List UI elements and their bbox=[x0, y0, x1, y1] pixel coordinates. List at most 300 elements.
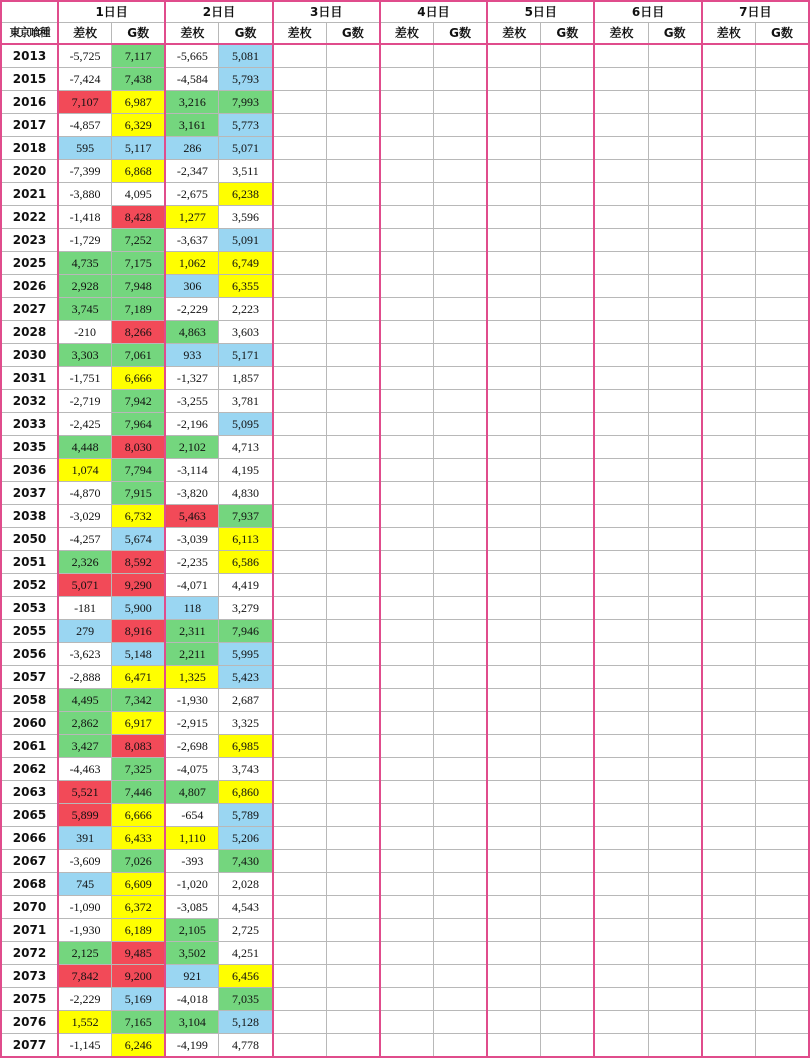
empty-cell bbox=[541, 551, 595, 574]
diff-coins-cell: -3,880 bbox=[58, 183, 112, 206]
game-count-cell: 5,674 bbox=[112, 528, 166, 551]
empty-cell bbox=[273, 390, 327, 413]
empty-cell bbox=[648, 551, 702, 574]
empty-cell bbox=[541, 712, 595, 735]
empty-cell bbox=[433, 68, 487, 91]
empty-cell bbox=[326, 91, 380, 114]
empty-cell bbox=[648, 666, 702, 689]
empty-cell bbox=[380, 229, 434, 252]
empty-cell bbox=[648, 436, 702, 459]
empty-cell bbox=[594, 206, 648, 229]
table-row bbox=[1, 873, 809, 896]
game-count-cell: 7,794 bbox=[112, 459, 166, 482]
diff-coins-cell: 2,928 bbox=[58, 275, 112, 298]
empty-cell bbox=[594, 758, 648, 781]
empty-cell bbox=[273, 758, 327, 781]
empty-cell bbox=[594, 942, 648, 965]
empty-cell bbox=[273, 965, 327, 988]
empty-cell bbox=[594, 482, 648, 505]
empty-cell bbox=[594, 114, 648, 137]
empty-cell bbox=[326, 275, 380, 298]
empty-cell bbox=[648, 1011, 702, 1034]
machine-number: 2053 bbox=[1, 597, 58, 620]
empty-cell bbox=[755, 827, 809, 850]
empty-cell bbox=[594, 1034, 648, 1058]
empty-cell bbox=[648, 735, 702, 758]
empty-cell bbox=[487, 781, 541, 804]
empty-cell bbox=[541, 758, 595, 781]
game-count-cell: 3,743 bbox=[219, 758, 273, 781]
machine-number: 2016 bbox=[1, 91, 58, 114]
empty-cell bbox=[702, 712, 756, 735]
empty-cell bbox=[433, 643, 487, 666]
game-count-cell: 5,148 bbox=[112, 643, 166, 666]
empty-cell bbox=[594, 68, 648, 91]
empty-cell bbox=[433, 459, 487, 482]
machine-number: 2022 bbox=[1, 206, 58, 229]
empty-cell bbox=[380, 988, 434, 1011]
game-count-cell: 4,543 bbox=[219, 896, 273, 919]
empty-cell bbox=[702, 413, 756, 436]
empty-cell bbox=[702, 735, 756, 758]
empty-cell bbox=[326, 942, 380, 965]
diff-coins-cell: -2,915 bbox=[165, 712, 219, 735]
empty-cell bbox=[487, 229, 541, 252]
empty-cell bbox=[433, 597, 487, 620]
empty-cell bbox=[594, 459, 648, 482]
empty-cell bbox=[541, 850, 595, 873]
empty-cell bbox=[648, 321, 702, 344]
empty-cell bbox=[755, 436, 809, 459]
empty-cell bbox=[487, 252, 541, 275]
empty-cell bbox=[541, 1034, 595, 1058]
empty-cell bbox=[702, 114, 756, 137]
diff-coins-cell: 1,552 bbox=[58, 1011, 112, 1034]
empty-cell bbox=[594, 896, 648, 919]
empty-cell bbox=[594, 413, 648, 436]
diff-coins-cell: -3,820 bbox=[165, 482, 219, 505]
machine-number: 2066 bbox=[1, 827, 58, 850]
game-count-header: G数 bbox=[433, 23, 487, 45]
empty-cell bbox=[326, 643, 380, 666]
game-count-cell: 6,666 bbox=[112, 804, 166, 827]
empty-cell bbox=[326, 137, 380, 160]
diff-coins-cell: 1,074 bbox=[58, 459, 112, 482]
game-count-cell: 2,725 bbox=[219, 919, 273, 942]
empty-cell bbox=[594, 781, 648, 804]
empty-cell bbox=[380, 459, 434, 482]
empty-cell bbox=[273, 252, 327, 275]
empty-cell bbox=[755, 275, 809, 298]
empty-cell bbox=[594, 298, 648, 321]
game-count-cell: 7,942 bbox=[112, 390, 166, 413]
empty-cell bbox=[702, 229, 756, 252]
diff-coins-cell: -3,255 bbox=[165, 390, 219, 413]
empty-cell bbox=[326, 321, 380, 344]
empty-cell bbox=[273, 896, 327, 919]
empty-cell bbox=[326, 620, 380, 643]
diff-coins-cell: 7,107 bbox=[58, 91, 112, 114]
empty-cell bbox=[487, 896, 541, 919]
empty-cell bbox=[433, 367, 487, 390]
empty-cell bbox=[326, 459, 380, 482]
empty-cell bbox=[648, 896, 702, 919]
empty-cell bbox=[326, 229, 380, 252]
empty-cell bbox=[380, 413, 434, 436]
table-row bbox=[1, 505, 809, 528]
empty-cell bbox=[487, 367, 541, 390]
machine-number: 2026 bbox=[1, 275, 58, 298]
empty-cell bbox=[702, 482, 756, 505]
empty-cell bbox=[326, 965, 380, 988]
empty-cell bbox=[755, 735, 809, 758]
empty-cell bbox=[433, 896, 487, 919]
empty-cell bbox=[648, 505, 702, 528]
empty-cell bbox=[755, 873, 809, 896]
empty-cell bbox=[273, 666, 327, 689]
diff-coins-cell: -1,418 bbox=[58, 206, 112, 229]
game-count-cell: 5,091 bbox=[219, 229, 273, 252]
empty-cell bbox=[380, 528, 434, 551]
game-count-cell: 7,325 bbox=[112, 758, 166, 781]
diff-coins-cell: 5,463 bbox=[165, 505, 219, 528]
diff-coins-cell: 745 bbox=[58, 873, 112, 896]
empty-cell bbox=[433, 114, 487, 137]
game-count-cell: 3,596 bbox=[219, 206, 273, 229]
empty-cell bbox=[702, 804, 756, 827]
machine-number: 2031 bbox=[1, 367, 58, 390]
empty-cell bbox=[487, 183, 541, 206]
empty-cell bbox=[594, 367, 648, 390]
empty-cell bbox=[594, 643, 648, 666]
diff-coins-cell: 4,735 bbox=[58, 252, 112, 275]
game-count-header: G数 bbox=[541, 23, 595, 45]
game-count-cell: 7,035 bbox=[219, 988, 273, 1011]
game-count-cell: 7,446 bbox=[112, 781, 166, 804]
empty-cell bbox=[755, 482, 809, 505]
empty-cell bbox=[541, 160, 595, 183]
diff-coins-cell: 3,502 bbox=[165, 942, 219, 965]
empty-cell bbox=[702, 390, 756, 413]
empty-cell bbox=[273, 850, 327, 873]
game-count-cell: 2,223 bbox=[219, 298, 273, 321]
empty-cell bbox=[326, 551, 380, 574]
diff-coins-cell: -2,347 bbox=[165, 160, 219, 183]
empty-cell bbox=[702, 942, 756, 965]
empty-cell bbox=[648, 804, 702, 827]
empty-cell bbox=[273, 275, 327, 298]
game-count-cell: 6,246 bbox=[112, 1034, 166, 1058]
empty-cell bbox=[594, 229, 648, 252]
empty-cell bbox=[433, 413, 487, 436]
machine-number: 2021 bbox=[1, 183, 58, 206]
empty-cell bbox=[487, 804, 541, 827]
empty-cell bbox=[702, 988, 756, 1011]
table-header bbox=[1, 1, 809, 44]
empty-cell bbox=[702, 574, 756, 597]
game-count-cell: 9,290 bbox=[112, 574, 166, 597]
day-header-7: 7日目 bbox=[702, 1, 809, 23]
machine-number: 2075 bbox=[1, 988, 58, 1011]
empty-cell bbox=[487, 91, 541, 114]
diff-coins-cell: -3,114 bbox=[165, 459, 219, 482]
day-header-2: 2日目 bbox=[165, 1, 272, 23]
empty-cell bbox=[702, 1011, 756, 1034]
machine-number: 2077 bbox=[1, 1034, 58, 1058]
machine-number: 2015 bbox=[1, 68, 58, 91]
game-count-cell: 6,609 bbox=[112, 873, 166, 896]
table-row bbox=[1, 804, 809, 827]
empty-cell bbox=[755, 321, 809, 344]
empty-cell bbox=[702, 344, 756, 367]
empty-cell bbox=[380, 44, 434, 68]
machine-number: 2038 bbox=[1, 505, 58, 528]
diff-coins-cell: -1,930 bbox=[58, 919, 112, 942]
empty-cell bbox=[326, 1034, 380, 1058]
machine-number: 2060 bbox=[1, 712, 58, 735]
game-count-cell: 6,586 bbox=[219, 551, 273, 574]
empty-cell bbox=[380, 896, 434, 919]
machine-number: 2027 bbox=[1, 298, 58, 321]
diff-coins-cell: 3,745 bbox=[58, 298, 112, 321]
day-header-1: 1日目 bbox=[58, 1, 165, 23]
empty-cell bbox=[433, 1011, 487, 1034]
table-row bbox=[1, 413, 809, 436]
game-count-cell: 8,083 bbox=[112, 735, 166, 758]
empty-cell bbox=[433, 528, 487, 551]
empty-cell bbox=[755, 160, 809, 183]
empty-cell bbox=[487, 344, 541, 367]
empty-cell bbox=[755, 988, 809, 1011]
game-count-cell: 7,026 bbox=[112, 850, 166, 873]
game-count-cell: 6,666 bbox=[112, 367, 166, 390]
empty-cell bbox=[648, 712, 702, 735]
empty-cell bbox=[487, 206, 541, 229]
empty-cell bbox=[541, 896, 595, 919]
empty-cell bbox=[326, 206, 380, 229]
empty-cell bbox=[541, 482, 595, 505]
diff-coins-cell: -4,018 bbox=[165, 988, 219, 1011]
empty-cell bbox=[594, 1011, 648, 1034]
diff-coins-cell: -3,623 bbox=[58, 643, 112, 666]
machine-number: 2036 bbox=[1, 459, 58, 482]
empty-cell bbox=[433, 298, 487, 321]
game-count-cell: 7,915 bbox=[112, 482, 166, 505]
empty-cell bbox=[755, 689, 809, 712]
empty-cell bbox=[702, 436, 756, 459]
empty-cell bbox=[273, 873, 327, 896]
empty-cell bbox=[487, 275, 541, 298]
game-count-cell: 6,860 bbox=[219, 781, 273, 804]
diff-coins-cell: -2,425 bbox=[58, 413, 112, 436]
table-row bbox=[1, 436, 809, 459]
empty-cell bbox=[755, 758, 809, 781]
empty-cell bbox=[326, 413, 380, 436]
machine-number: 2035 bbox=[1, 436, 58, 459]
empty-cell bbox=[541, 459, 595, 482]
machine-number: 2013 bbox=[1, 44, 58, 68]
diff-coins-cell: 921 bbox=[165, 965, 219, 988]
empty-cell bbox=[380, 183, 434, 206]
empty-cell bbox=[433, 574, 487, 597]
machine-number: 2065 bbox=[1, 804, 58, 827]
empty-cell bbox=[702, 873, 756, 896]
diff-coins-cell: 3,303 bbox=[58, 344, 112, 367]
diff-coins-cell: 4,807 bbox=[165, 781, 219, 804]
empty-cell bbox=[273, 459, 327, 482]
game-count-cell: 6,749 bbox=[219, 252, 273, 275]
empty-cell bbox=[487, 689, 541, 712]
empty-cell bbox=[380, 850, 434, 873]
empty-cell bbox=[648, 689, 702, 712]
empty-cell bbox=[594, 574, 648, 597]
empty-cell bbox=[326, 528, 380, 551]
empty-cell bbox=[702, 919, 756, 942]
game-count-cell: 2,028 bbox=[219, 873, 273, 896]
diff-coins-cell: 1,277 bbox=[165, 206, 219, 229]
empty-cell bbox=[380, 114, 434, 137]
empty-cell bbox=[487, 390, 541, 413]
empty-cell bbox=[702, 298, 756, 321]
empty-cell bbox=[326, 390, 380, 413]
empty-cell bbox=[273, 919, 327, 942]
game-count-cell: 4,713 bbox=[219, 436, 273, 459]
empty-cell bbox=[541, 91, 595, 114]
empty-cell bbox=[755, 137, 809, 160]
table-row bbox=[1, 528, 809, 551]
diff-coins-cell: 306 bbox=[165, 275, 219, 298]
empty-cell bbox=[326, 344, 380, 367]
empty-cell bbox=[541, 114, 595, 137]
empty-cell bbox=[380, 643, 434, 666]
empty-cell bbox=[755, 505, 809, 528]
empty-cell bbox=[273, 367, 327, 390]
empty-cell bbox=[380, 68, 434, 91]
machine-number: 2020 bbox=[1, 160, 58, 183]
empty-cell bbox=[273, 781, 327, 804]
machine-number: 2072 bbox=[1, 942, 58, 965]
empty-cell bbox=[273, 528, 327, 551]
empty-cell bbox=[433, 252, 487, 275]
empty-cell bbox=[648, 229, 702, 252]
empty-cell bbox=[541, 804, 595, 827]
diff-coins-cell: 933 bbox=[165, 344, 219, 367]
empty-cell bbox=[541, 735, 595, 758]
game-count-cell: 7,189 bbox=[112, 298, 166, 321]
diff-coins-cell: 2,125 bbox=[58, 942, 112, 965]
empty-cell bbox=[273, 68, 327, 91]
empty-cell bbox=[702, 321, 756, 344]
empty-cell bbox=[433, 44, 487, 68]
empty-cell bbox=[648, 482, 702, 505]
game-count-cell: 5,117 bbox=[112, 137, 166, 160]
empty-cell bbox=[380, 827, 434, 850]
empty-cell bbox=[648, 942, 702, 965]
empty-cell bbox=[487, 551, 541, 574]
empty-cell bbox=[702, 44, 756, 68]
empty-cell bbox=[326, 1011, 380, 1034]
machine-number: 2076 bbox=[1, 1011, 58, 1034]
table-row bbox=[1, 137, 809, 160]
day-header-5: 5日目 bbox=[487, 1, 594, 23]
game-count-cell: 5,071 bbox=[219, 137, 273, 160]
empty-cell bbox=[433, 183, 487, 206]
machine-number: 2070 bbox=[1, 896, 58, 919]
table-row bbox=[1, 781, 809, 804]
empty-cell bbox=[594, 919, 648, 942]
empty-cell bbox=[433, 873, 487, 896]
empty-cell bbox=[380, 252, 434, 275]
empty-cell bbox=[273, 137, 327, 160]
diff-coins-cell: -2,888 bbox=[58, 666, 112, 689]
diff-coins-cell: -7,399 bbox=[58, 160, 112, 183]
table-row bbox=[1, 620, 809, 643]
empty-cell bbox=[594, 597, 648, 620]
empty-cell bbox=[433, 827, 487, 850]
empty-cell bbox=[487, 597, 541, 620]
empty-cell bbox=[433, 735, 487, 758]
empty-cell bbox=[433, 390, 487, 413]
empty-cell bbox=[487, 321, 541, 344]
empty-cell bbox=[648, 1034, 702, 1058]
empty-cell bbox=[273, 1034, 327, 1058]
empty-cell bbox=[541, 344, 595, 367]
empty-cell bbox=[702, 137, 756, 160]
game-count-cell: 4,095 bbox=[112, 183, 166, 206]
empty-cell bbox=[541, 873, 595, 896]
table-row bbox=[1, 1034, 809, 1058]
empty-cell bbox=[594, 275, 648, 298]
day-header-3: 3日目 bbox=[273, 1, 380, 23]
table-row bbox=[1, 44, 809, 68]
machine-number: 2037 bbox=[1, 482, 58, 505]
empty-cell bbox=[433, 344, 487, 367]
game-count-cell: 5,206 bbox=[219, 827, 273, 850]
empty-cell bbox=[487, 988, 541, 1011]
diff-coins-cell: 4,495 bbox=[58, 689, 112, 712]
machine-name-header: 東京喰種 bbox=[1, 23, 58, 45]
machine-number: 2062 bbox=[1, 758, 58, 781]
empty-cell bbox=[648, 183, 702, 206]
diff-coins-cell: 7,842 bbox=[58, 965, 112, 988]
machine-number: 2050 bbox=[1, 528, 58, 551]
empty-cell bbox=[702, 367, 756, 390]
empty-cell bbox=[702, 275, 756, 298]
machine-number: 2061 bbox=[1, 735, 58, 758]
game-count-cell: 7,117 bbox=[112, 44, 166, 68]
game-count-cell: 8,916 bbox=[112, 620, 166, 643]
empty-cell bbox=[755, 413, 809, 436]
empty-cell bbox=[380, 137, 434, 160]
empty-cell bbox=[541, 666, 595, 689]
table-row bbox=[1, 942, 809, 965]
empty-cell bbox=[648, 344, 702, 367]
empty-cell bbox=[433, 620, 487, 643]
diff-coins-cell: 2,311 bbox=[165, 620, 219, 643]
game-count-cell: 5,995 bbox=[219, 643, 273, 666]
table-row bbox=[1, 298, 809, 321]
empty-cell bbox=[648, 137, 702, 160]
empty-cell bbox=[648, 850, 702, 873]
empty-cell bbox=[380, 597, 434, 620]
table-row bbox=[1, 551, 809, 574]
empty-cell bbox=[380, 942, 434, 965]
diff-coins-cell: -4,584 bbox=[165, 68, 219, 91]
empty-cell bbox=[326, 114, 380, 137]
empty-cell bbox=[755, 1011, 809, 1034]
empty-cell bbox=[755, 712, 809, 735]
game-count-cell: 8,266 bbox=[112, 321, 166, 344]
